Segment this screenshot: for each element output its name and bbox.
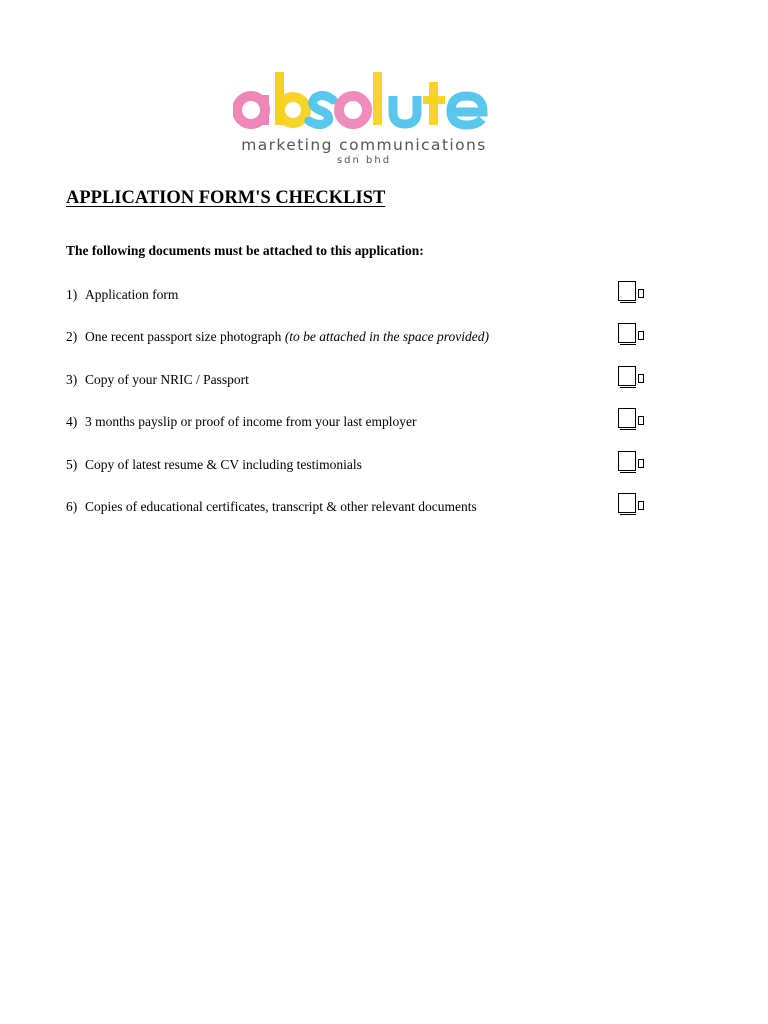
checkbox[interactable] bbox=[616, 408, 646, 434]
company-logo bbox=[233, 68, 495, 172]
item-number: 5) bbox=[66, 456, 78, 472]
item-text: One recent passport size photograph bbox=[85, 329, 285, 345]
item-text: 3 months payslip or proof of income from your last employer bbox=[85, 414, 417, 430]
item-text: Copies of educational certificates, transcript & other relevant documents bbox=[85, 498, 477, 514]
item-number: 3) bbox=[66, 371, 78, 387]
checkbox[interactable] bbox=[616, 281, 646, 307]
item-number: 6) bbox=[66, 498, 78, 514]
checklist-item-4 bbox=[66, 413, 656, 455]
item-text: Copy of latest resume & CV including testimonials bbox=[85, 456, 362, 472]
item-note: (to be attached in the space provided) bbox=[284, 329, 489, 345]
checklist-item-6 bbox=[66, 498, 656, 540]
item-number: 4) bbox=[66, 414, 78, 430]
page-title: APPLICATION FORM'S CHECKLIST bbox=[66, 188, 386, 208]
checkbox[interactable] bbox=[616, 323, 646, 349]
checklist-item-5 bbox=[66, 456, 656, 498]
checklist-item-2 bbox=[66, 328, 656, 370]
logo-tagline: marketing communications bbox=[241, 136, 487, 154]
checklist-item-1 bbox=[66, 286, 656, 328]
item-number: 2) bbox=[66, 329, 78, 345]
instruction-text: The following documents must be attached to this application: bbox=[66, 243, 424, 258]
document-checklist bbox=[66, 286, 656, 540]
logo-subline: sdn bhd bbox=[336, 154, 392, 166]
item-text: Copy of your NRIC / Passport bbox=[85, 371, 249, 387]
item-number: 1) bbox=[66, 287, 78, 302]
logo-caption bbox=[233, 138, 495, 166]
item-text: Application form bbox=[85, 287, 179, 302]
checkbox[interactable] bbox=[616, 493, 646, 519]
checklist-item-3 bbox=[66, 371, 656, 413]
checkbox[interactable] bbox=[616, 451, 646, 477]
checkbox[interactable] bbox=[616, 366, 646, 392]
logo-wordmark-graphic bbox=[233, 68, 495, 134]
